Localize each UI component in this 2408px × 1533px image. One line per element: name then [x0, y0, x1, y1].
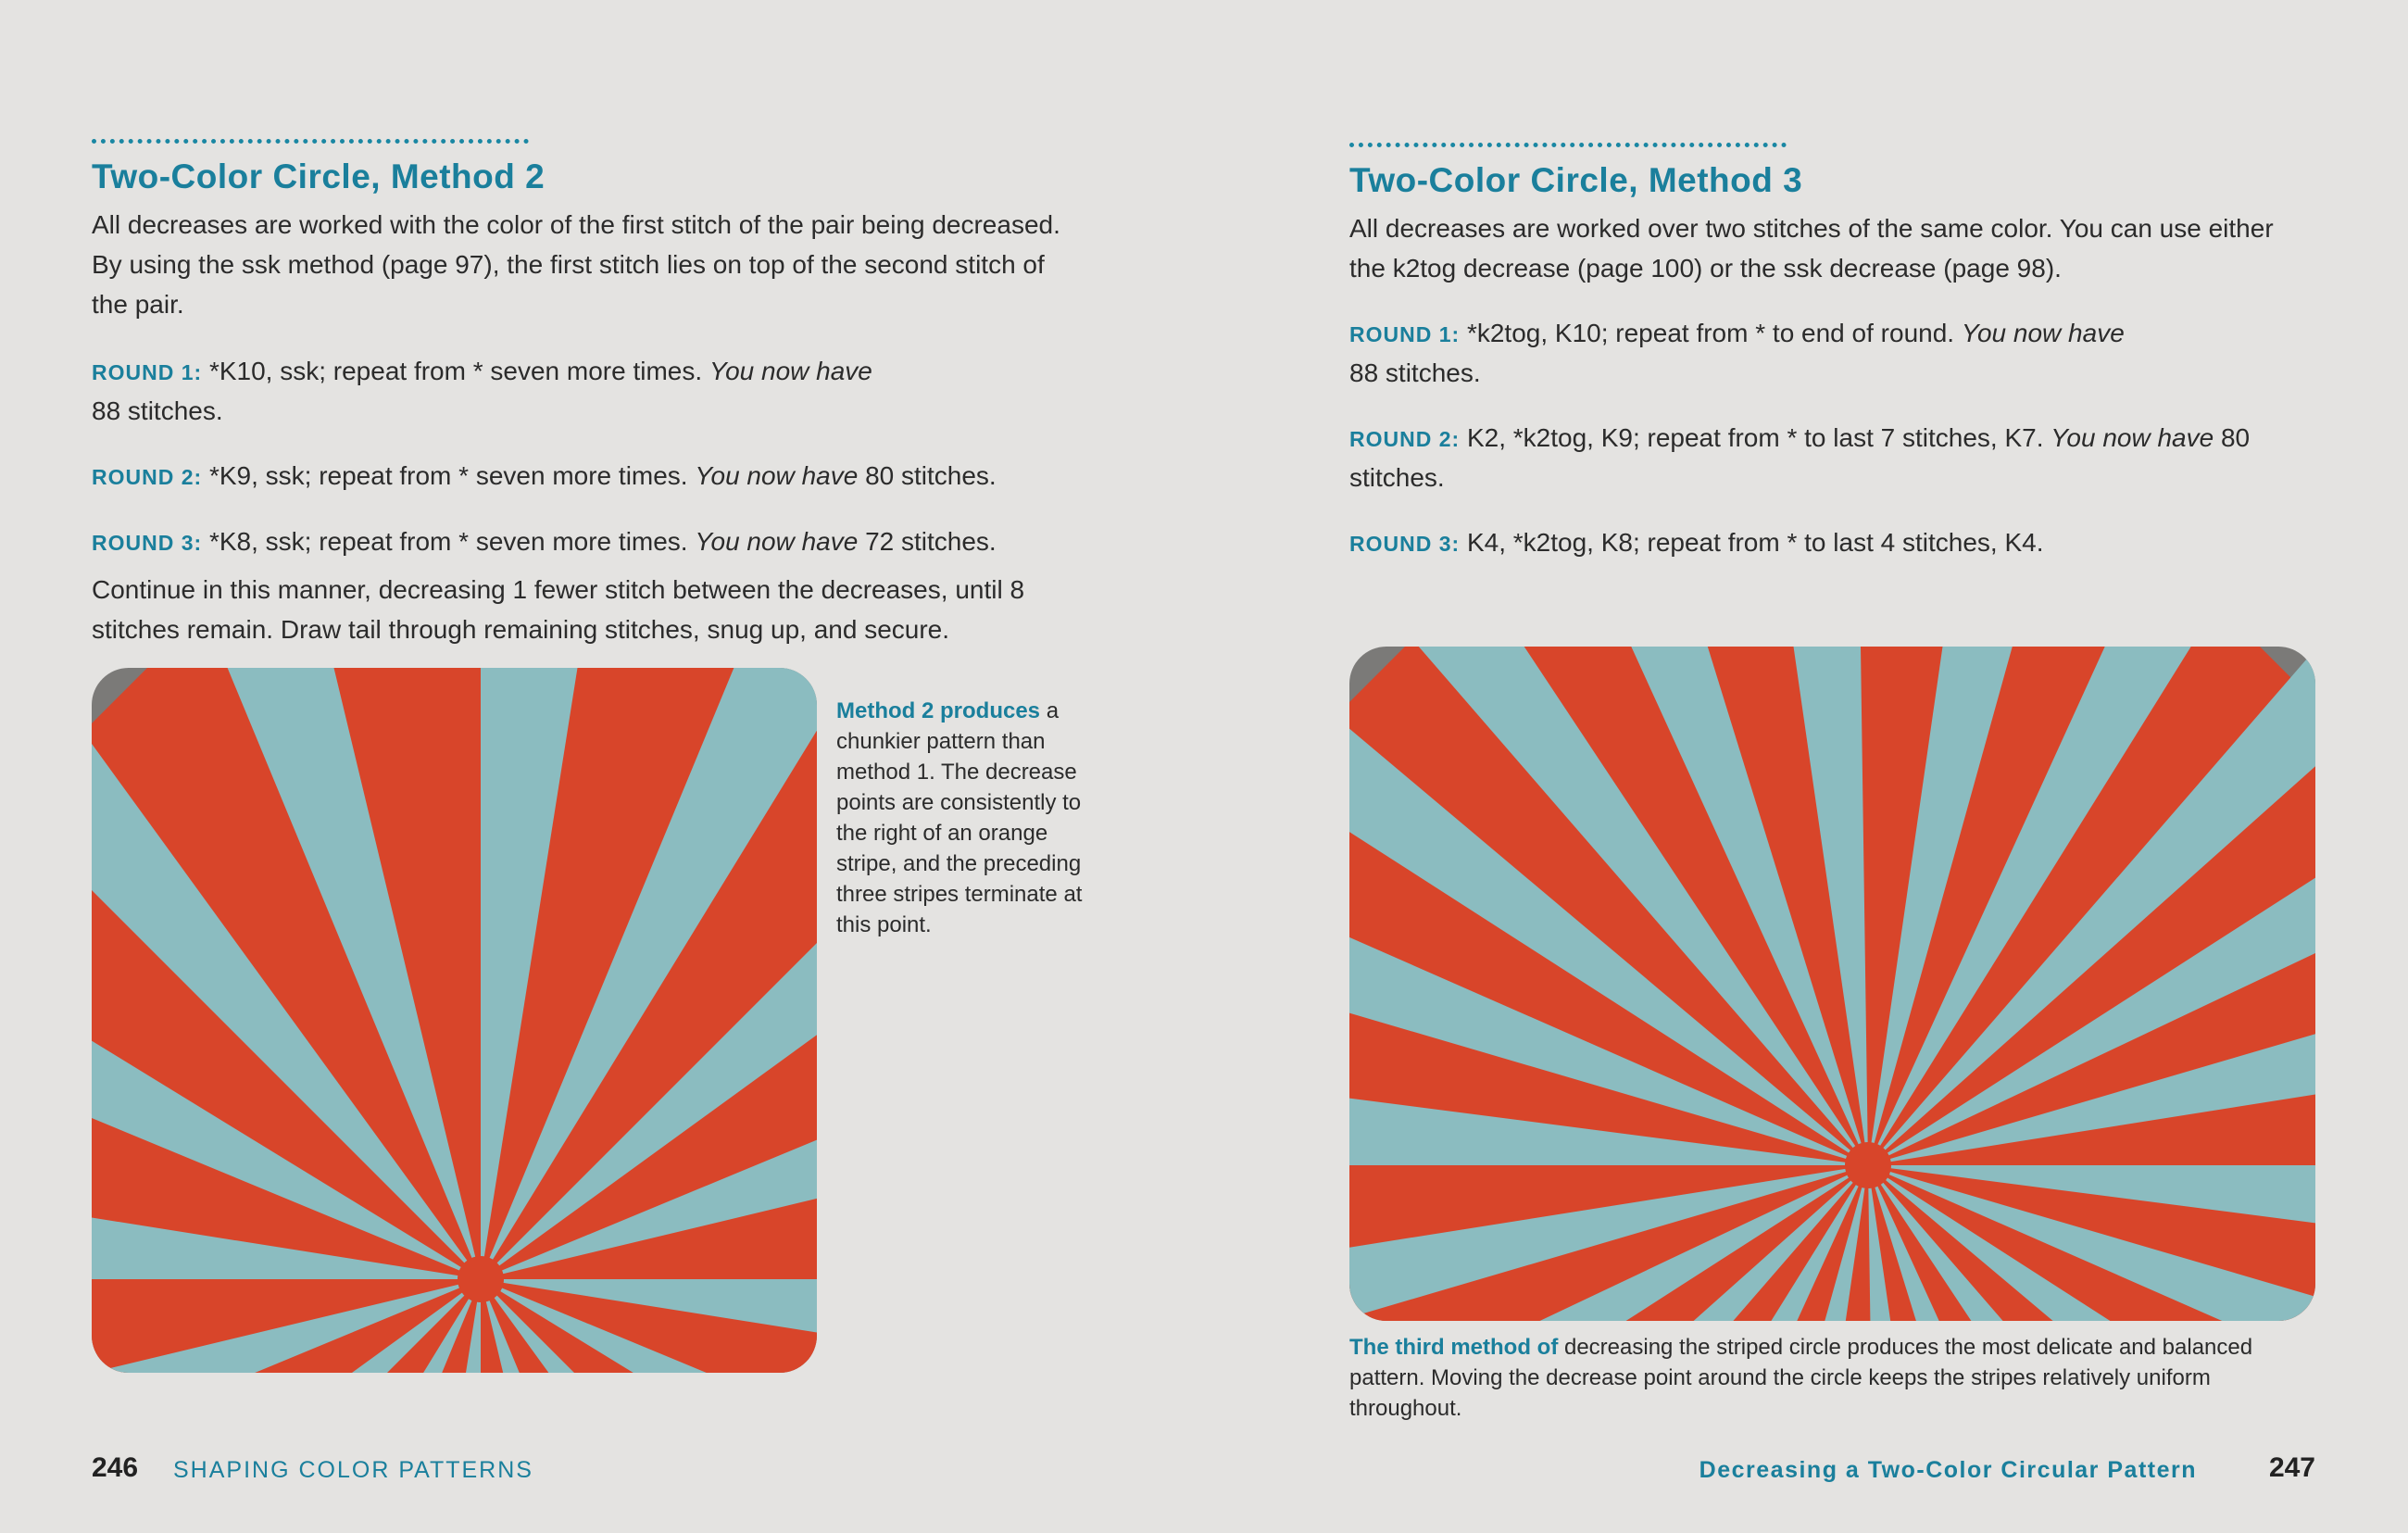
right-page-column [1349, 143, 2315, 1424]
round-2: ROUND 2: *K9, ssk; repeat from * seven more times. You now have 80 stitches. [92, 461, 997, 490]
round-label: ROUND 1: [92, 360, 203, 384]
knit-swatch-image [1349, 647, 2315, 1321]
knit-swatch-image [92, 668, 817, 1373]
photo-caption-right: The third method of decreasing the striped circle produces the most delicate and balanced pattern. Moving the decrease point around the circle keeps the stripes relatively uniform throughout. [1349, 1335, 2253, 1421]
running-head-left: SHAPING COLOR PATTERNS [173, 1457, 533, 1483]
knitting-photo-method-2 [92, 668, 817, 1373]
title-rule [92, 139, 529, 144]
title-rule [1349, 143, 1787, 147]
round-1: ROUND 1: *k2tog, K10; repeat from * to end of round. You now have 88 stitches. [1349, 319, 2125, 387]
round-1: ROUND 1: *K10, ssk; repeat from * seven more times. You now have 88 stitches. [92, 357, 872, 425]
intro-paragraph: All decreases are worked with the color of the first stitch of the pair being decreased. By using the ssk method (page 97), the first stitch lies on top of the second stitch of the pair. [92, 210, 1060, 319]
photo-caption-left: Method 2 produces a chunkier pattern than method 1. The decrease points are consistently to the right of an orange stripe, and the preceding three stripes terminate at this point. [836, 698, 1083, 937]
round-2: ROUND 2: K2, *k2tog, K9; repeat from * to last 7 stitches, K7. You now have 80 stitches. [1349, 423, 2251, 492]
page-number-left: 246 [92, 1452, 139, 1483]
outro-paragraph: Continue in this manner, decreasing 1 fewer stitch between the decreases, until 8 stitches remain. Draw tail through remaining stitches, snug up, and secure. [92, 575, 1025, 644]
round-3: ROUND 3: K4, *k2tog, K8; repeat from * to last 4 stitches, K4. [1349, 528, 2044, 557]
photo-row [92, 668, 1148, 1373]
swatch-center [1845, 1142, 1891, 1188]
round-3: ROUND 3: *K8, ssk; repeat from * seven more times. You now have 72 stitches. [92, 527, 997, 556]
section-title: Two-Color Circle, Method 2 [92, 157, 546, 195]
left-page-column [92, 139, 1148, 1373]
swatch-center [458, 1256, 504, 1302]
page-number-right: 247 [2268, 1452, 2315, 1483]
intro-paragraph: All decreases are worked over two stitches of the same color. You can use either the k2tog decrease (page 100) or the ssk decrease (page 98). [1349, 214, 2274, 283]
running-head-right: Decreasing a Two-Color Circular Pattern [1699, 1457, 2197, 1483]
section-title: Two-Color Circle, Method 3 [1349, 161, 1803, 199]
knitting-photo-method-3 [1349, 647, 2315, 1321]
